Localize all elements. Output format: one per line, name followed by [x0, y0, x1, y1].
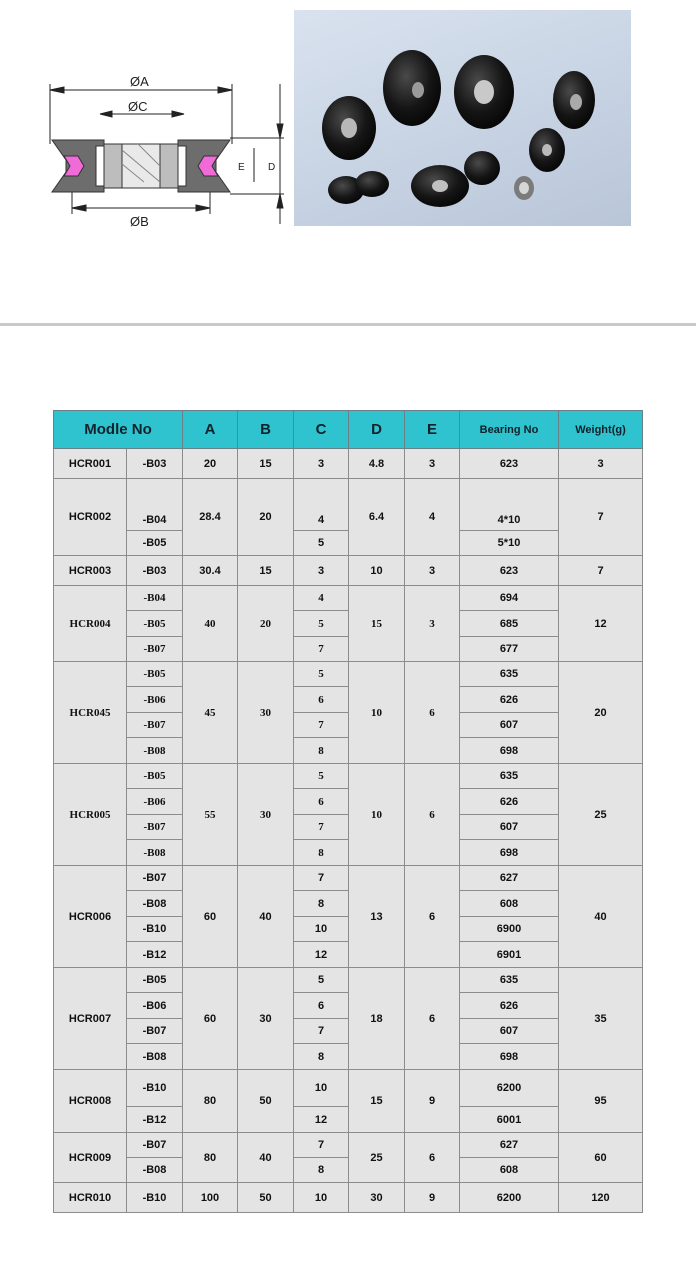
cell-d: 4.8: [349, 449, 405, 479]
cell-model: HCR006: [54, 866, 127, 968]
table-row: [54, 1044, 643, 1070]
header-a: A: [183, 411, 238, 449]
cell-bearing: 685: [460, 611, 559, 637]
cell-model: HCR008: [54, 1070, 127, 1133]
cell-d: 10: [349, 662, 405, 764]
cell-d: 15: [349, 1070, 405, 1133]
cell-a: 20: [183, 449, 238, 479]
cell-c: 8: [294, 891, 349, 917]
cell-bearing: 607: [460, 713, 559, 738]
cell-bearing: 626: [460, 993, 559, 1019]
cell-c: 7: [294, 1133, 349, 1158]
cell-c: 4: [294, 479, 349, 531]
table-row: [54, 1019, 643, 1044]
header-weight: Weight(g): [559, 411, 643, 449]
diagram-label-c: ØC: [128, 99, 148, 114]
table-row: [54, 1183, 643, 1213]
cell-suffix: -B08: [127, 840, 183, 866]
cell-suffix: -B06: [127, 789, 183, 815]
header-e: E: [405, 411, 460, 449]
table-row: [54, 449, 643, 479]
table-row: [54, 993, 643, 1019]
cell-b: 20: [238, 479, 294, 556]
cell-suffix: -B12: [127, 942, 183, 968]
header-bearing-no: Bearing No: [460, 411, 559, 449]
table-body: [54, 449, 643, 1213]
cell-model: HCR001: [54, 449, 127, 479]
pulley-cross-section-diagram: [44, 74, 294, 234]
cell-d: 6.4: [349, 479, 405, 556]
cell-c: 3: [294, 556, 349, 586]
cell-suffix: -B07: [127, 1133, 183, 1158]
cell-d: 15: [349, 586, 405, 662]
cell-suffix: -B05: [127, 764, 183, 789]
cell-e: 9: [405, 1070, 460, 1133]
cell-e: 6: [405, 866, 460, 968]
cell-e: 3: [405, 586, 460, 662]
cell-c: 8: [294, 840, 349, 866]
diagram-svg: [44, 74, 294, 234]
cell-a: 28.4: [183, 479, 238, 556]
header-b: B: [238, 411, 294, 449]
cell-d: 18: [349, 968, 405, 1070]
cell-suffix: -B05: [127, 611, 183, 637]
cell-weight: 60: [559, 1133, 643, 1183]
table-row: [54, 1070, 643, 1107]
pulley-spec-table: [53, 410, 643, 1213]
table-row: [54, 662, 643, 687]
cell-c: 8: [294, 1158, 349, 1183]
cell-bearing: 677: [460, 637, 559, 662]
cell-model: HCR010: [54, 1183, 127, 1213]
cell-weight: 3: [559, 449, 643, 479]
cell-c: 8: [294, 738, 349, 764]
cell-c: 5: [294, 764, 349, 789]
cell-c: 5: [294, 531, 349, 556]
header-d: D: [349, 411, 405, 449]
table-row: [54, 1133, 643, 1158]
cell-c: 6: [294, 687, 349, 713]
diagram-label-d: D: [268, 162, 276, 173]
cell-suffix: -B05: [127, 662, 183, 687]
cell-b: 20: [238, 586, 294, 662]
cell-weight: 20: [559, 662, 643, 764]
cell-bearing: 4*10: [460, 479, 559, 531]
cell-bearing: 6901: [460, 942, 559, 968]
cell-d: 10: [349, 556, 405, 586]
section-divider: [0, 323, 696, 326]
cell-suffix: -B04: [127, 586, 183, 611]
diagram-label-b: ØB: [130, 214, 149, 229]
cell-e: 6: [405, 764, 460, 866]
cell-b: 50: [238, 1070, 294, 1133]
cell-model: HCR004: [54, 586, 127, 662]
cell-bearing: 698: [460, 738, 559, 764]
table-row: [54, 713, 643, 738]
cell-suffix: -B07: [127, 713, 183, 738]
table-row: [54, 942, 643, 968]
table-row: [54, 891, 643, 917]
table-row: [54, 479, 643, 531]
cell-weight: 7: [559, 556, 643, 586]
cell-a: 55: [183, 764, 238, 866]
cell-suffix: -B10: [127, 917, 183, 942]
cell-d: 13: [349, 866, 405, 968]
cell-bearing: 635: [460, 764, 559, 789]
cell-a: 60: [183, 968, 238, 1070]
cell-suffix: -B07: [127, 637, 183, 662]
diagram-label-a: ØA: [130, 74, 149, 89]
cell-c: 7: [294, 713, 349, 738]
cell-bearing: 694: [460, 586, 559, 611]
table-row: [54, 866, 643, 891]
cell-suffix: -B08: [127, 1044, 183, 1070]
cell-suffix: -B08: [127, 1158, 183, 1183]
cell-bearing: 6200: [460, 1183, 559, 1213]
cell-bearing: 608: [460, 891, 559, 917]
cell-a: 100: [183, 1183, 238, 1213]
cell-bearing: 6001: [460, 1107, 559, 1133]
pulley-wheels: [322, 50, 595, 207]
header-model-no: Modle No: [54, 411, 183, 449]
cell-suffix: -B04: [127, 479, 183, 531]
cell-suffix: -B10: [127, 1070, 183, 1107]
cell-b: 30: [238, 764, 294, 866]
table-row: [54, 968, 643, 993]
cell-c: 7: [294, 1019, 349, 1044]
cell-bearing: 627: [460, 866, 559, 891]
cell-b: 40: [238, 1133, 294, 1183]
cell-c: 12: [294, 942, 349, 968]
cell-bearing: 5*10: [460, 531, 559, 556]
cell-weight: 35: [559, 968, 643, 1070]
cell-e: 6: [405, 662, 460, 764]
cell-bearing: 698: [460, 840, 559, 866]
cell-bearing: 607: [460, 1019, 559, 1044]
table-row: [54, 531, 643, 556]
cell-b: 15: [238, 556, 294, 586]
cell-suffix: -B03: [127, 449, 183, 479]
cell-c: 7: [294, 815, 349, 840]
cell-suffix: -B05: [127, 968, 183, 993]
cell-model: HCR007: [54, 968, 127, 1070]
cell-b: 30: [238, 662, 294, 764]
cell-e: 9: [405, 1183, 460, 1213]
cell-e: 6: [405, 1133, 460, 1183]
cell-c: 3: [294, 449, 349, 479]
table-row: [54, 815, 643, 840]
cell-c: 8: [294, 1044, 349, 1070]
cell-bearing: 627: [460, 1133, 559, 1158]
cell-weight: 120: [559, 1183, 643, 1213]
cell-bearing: 623: [460, 449, 559, 479]
cell-a: 45: [183, 662, 238, 764]
cell-bearing: 6900: [460, 917, 559, 942]
cell-d: 25: [349, 1133, 405, 1183]
table-row: [54, 917, 643, 942]
cell-suffix: -B08: [127, 738, 183, 764]
cell-c: 7: [294, 866, 349, 891]
cell-suffix: -B03: [127, 556, 183, 586]
table-header-row: [54, 411, 643, 449]
cell-c: 6: [294, 789, 349, 815]
cell-b: 40: [238, 866, 294, 968]
cell-e: 4: [405, 479, 460, 556]
cell-c: 10: [294, 1070, 349, 1107]
cell-model: HCR009: [54, 1133, 127, 1183]
cell-suffix: -B07: [127, 1019, 183, 1044]
table-row: [54, 1107, 643, 1133]
cell-e: 3: [405, 449, 460, 479]
table-row: [54, 1158, 643, 1183]
cell-bearing: 608: [460, 1158, 559, 1183]
cell-c: 6: [294, 993, 349, 1019]
cell-model: HCR003: [54, 556, 127, 586]
cell-b: 15: [238, 449, 294, 479]
table-row: [54, 789, 643, 815]
cell-b: 30: [238, 968, 294, 1070]
cell-bearing: 626: [460, 687, 559, 713]
cell-d: 30: [349, 1183, 405, 1213]
cell-bearing: 623: [460, 556, 559, 586]
cell-a: 80: [183, 1133, 238, 1183]
table-row: [54, 764, 643, 789]
cell-bearing: 698: [460, 1044, 559, 1070]
diagram-label-e: E: [238, 162, 245, 173]
cell-a: 60: [183, 866, 238, 968]
cell-b: 50: [238, 1183, 294, 1213]
cell-bearing: 6200: [460, 1070, 559, 1107]
table-row: [54, 611, 643, 637]
table-row: [54, 840, 643, 866]
pulley-product-photo: [294, 10, 631, 226]
cell-suffix: -B12: [127, 1107, 183, 1133]
cell-model: HCR002: [54, 479, 127, 556]
cell-weight: 40: [559, 866, 643, 968]
cell-c: 7: [294, 637, 349, 662]
cell-weight: 7: [559, 479, 643, 556]
cell-c: 5: [294, 662, 349, 687]
cell-c: 10: [294, 917, 349, 942]
table-row: [54, 687, 643, 713]
cell-c: 4: [294, 586, 349, 611]
cell-weight: 95: [559, 1070, 643, 1133]
header-c: C: [294, 411, 349, 449]
cell-e: 6: [405, 968, 460, 1070]
cell-e: 3: [405, 556, 460, 586]
cell-bearing: 635: [460, 968, 559, 993]
cell-suffix: -B06: [127, 993, 183, 1019]
cell-model: HCR005: [54, 764, 127, 866]
cell-weight: 12: [559, 586, 643, 662]
cell-suffix: -B05: [127, 531, 183, 556]
table-row: [54, 586, 643, 611]
table-row: [54, 738, 643, 764]
cell-suffix: -B10: [127, 1183, 183, 1213]
cell-d: 10: [349, 764, 405, 866]
cell-c: 12: [294, 1107, 349, 1133]
cell-c: 10: [294, 1183, 349, 1213]
table-row: [54, 637, 643, 662]
cell-suffix: -B07: [127, 815, 183, 840]
cell-suffix: -B06: [127, 687, 183, 713]
photo-svg: [294, 10, 631, 226]
cell-suffix: -B08: [127, 891, 183, 917]
cell-weight: 25: [559, 764, 643, 866]
table-row: [54, 556, 643, 586]
cell-model: HCR045: [54, 662, 127, 764]
cell-c: 5: [294, 611, 349, 637]
cell-c: 5: [294, 968, 349, 993]
cell-bearing: 635: [460, 662, 559, 687]
cell-a: 30.4: [183, 556, 238, 586]
cell-a: 80: [183, 1070, 238, 1133]
cell-suffix: -B07: [127, 866, 183, 891]
cell-bearing: 607: [460, 815, 559, 840]
cell-a: 40: [183, 586, 238, 662]
cell-bearing: 626: [460, 789, 559, 815]
